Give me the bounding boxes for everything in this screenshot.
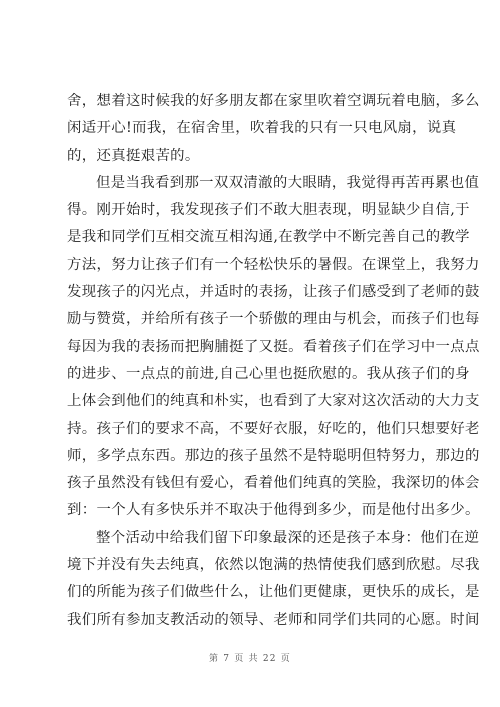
paragraph-start-line: 但是当我看到那一双双清澈的大眼睛，我觉得再苦再累也值 xyxy=(96,174,480,191)
text-line: 到：一个人有多快乐并不取决于他得到多少，而是他付出多少。 xyxy=(67,502,480,519)
paragraph-start-line: 整个活动中给我们留下印象最深的还是孩子本身：他们在逆 xyxy=(96,529,480,546)
text-line: 舍，想着这时候我的好多朋友都在家里吹着空调玩着电脑，多么 xyxy=(67,93,480,109)
page-number-footer: 第 7 页 共 22 页 xyxy=(209,654,291,664)
text-line: 的，还真挺艰苦的。 xyxy=(67,147,200,164)
text-line: 的进步、一点点的前进,自己心里也挺欣慰的。我从孩子们的身 xyxy=(67,365,470,382)
text-line: 是我和同学们互相交流互相沟通,在教学中不断完善自己的教学 xyxy=(67,229,470,246)
text-line: 励与赞赏，并给所有孩子一个骄傲的理由与机会，而孩子们也每 xyxy=(67,311,480,328)
text-line: 上体会到他们的纯真和朴实，也看到了大家对这次活动的大力支 xyxy=(67,393,480,410)
text-line: 发现孩子的闪光点，并适时的表扬，让孩子们感受到了老师的鼓 xyxy=(67,284,480,301)
text-line: 我们所有参加支教活动的领导、老师和同学们共同的心愿。时间 xyxy=(67,611,480,628)
text-line: 方法，努力让孩子们有一个轻松快乐的暑假。在课堂上，我努力 xyxy=(67,256,480,273)
text-line: 境下并没有失去纯真，依然以饱满的热情使我们感到欣慰。尽我 xyxy=(67,557,480,574)
text-line: 得。刚开始时，我发现孩子们不敢大胆表现，明显缺少自信,于 xyxy=(67,202,470,219)
text-line: 持。孩子们的要求不高，不要好衣服，好吃的，他们只想要好老 xyxy=(67,420,480,437)
document-body xyxy=(67,88,480,634)
text-line: 每因为我的表扬而把胸脯挺了又挺。看着孩子们在学习中一点点 xyxy=(67,338,480,355)
text-line: 闲适开心!而我，在宿舍里，吹着我的只有一只电风扇，说真 xyxy=(67,120,457,137)
text-line: 孩子虽然没有钱但有爱心，看着他们纯真的笑脸，我深切的体会 xyxy=(67,475,480,492)
text-line: 们的所能为孩子们做些什么，让他们更健康，更快乐的成长，是 xyxy=(67,584,480,601)
text-line: 师，多学点东西。那边的孩子虽然不是特聪明但特努力，那边的 xyxy=(67,447,480,464)
